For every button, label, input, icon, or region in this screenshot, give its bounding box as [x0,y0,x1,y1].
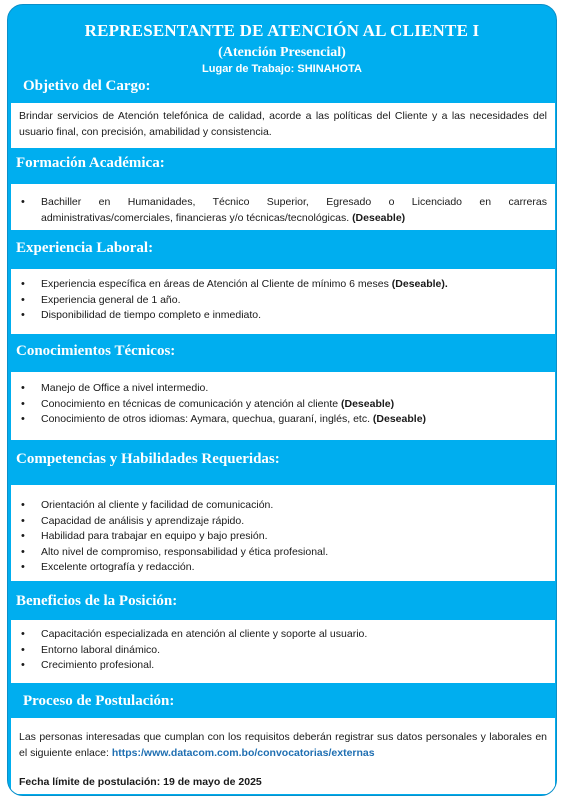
list-item: • Alto nivel de compromiso, responsabilidad y ética profesional. [19,545,547,561]
list-item: • Orientación al cliente y facilidad de comunicación. [19,498,547,514]
section-heading-objetivo: Objetivo del Cargo: [23,78,151,94]
list-item: • Habilidad para trabajar en equipo y bajo presión. [19,529,547,545]
section-heading-beneficios: Beneficios de la Posición: [16,593,178,609]
workplace-label: Lugar de Trabajo: SHINAHOTA [202,63,362,75]
list-item: • Experiencia general de 1 año. [19,293,547,309]
list-item: • Experiencia específica en áreas de Atención al Cliente de mínimo 6 meses (Deseable). [19,277,547,293]
competencias-box [11,485,555,581]
experiencia-list [19,277,547,324]
section-heading-proceso: Proceso de Postulación: [23,693,175,709]
section-heading-competencias: Competencias y Habilidades Requeridas: [16,451,280,467]
list-item: • Disponibilidad de tiempo completo e inmediato. [19,308,547,324]
job-subtitle: (Atención Presencial) [218,45,346,60]
deadline-text: Fecha límite de postulación: 19 de mayo de 2025 [19,776,262,788]
conocimientos-list [19,381,547,428]
experiencia-box [11,269,555,334]
proceso-text: Las personas interesadas que cumplan con los requisitos deberán registrar sus datos personales y laborales en el siguiente enlace: https:/www.datacom.com.bo/convocatorias/externas [19,731,547,759]
competencias-list [19,498,547,576]
list-item: • Conocimiento en técnicas de comunicación y atención al cliente (Deseable) [19,397,547,413]
list-item: • Bachiller en Humanidades, Técnico Superior, Egresado o Licenciado en carreras administrativas/comerciales, financieras y/o técnicas/tecnológicas. (Deseable) [19,195,547,226]
job-posting-card [7,4,557,796]
formacion-list [19,195,547,226]
list-item: • Conocimiento de otros idiomas: Aymara, quechua, guaraní, inglés, etc. (Deseable) [19,412,547,428]
job-title: REPRESENTANTE DE ATENCIÓN AL CLIENTE I [84,21,480,40]
objetivo-text: Brindar servicios de Atención telefónica de calidad, acorde a las políticas del Cliente y a las necesidades del usuario final, con precisión, amabilidad y consistencia. [19,110,547,138]
list-item: • Excelente ortografía y redacción. [19,560,547,576]
section-heading-conocimientos: Conocimientos Técnicos: [16,343,176,359]
list-item: • Entorno laboral dinámico. [19,643,547,659]
conocimientos-box [11,372,555,440]
formacion-box [11,184,555,230]
list-item: • Capacidad de análisis y aprendizaje rápido. [19,514,547,530]
beneficios-list [19,627,547,674]
list-item: • Manejo de Office a nivel intermedio. [19,381,547,397]
section-heading-formacion: Formación Académica: [16,155,165,171]
list-item: • Crecimiento profesional. [19,658,547,674]
list-item: • Capacitación especializada en atención al cliente y soporte al usuario. [19,627,547,643]
objetivo-box [11,103,555,148]
application-link[interactable]: https:/www.datacom.com.bo/convocatorias/externas [111,746,375,759]
beneficios-box [11,620,555,683]
section-heading-experiencia: Experiencia Laboral: [16,240,154,256]
proceso-box [11,718,555,794]
